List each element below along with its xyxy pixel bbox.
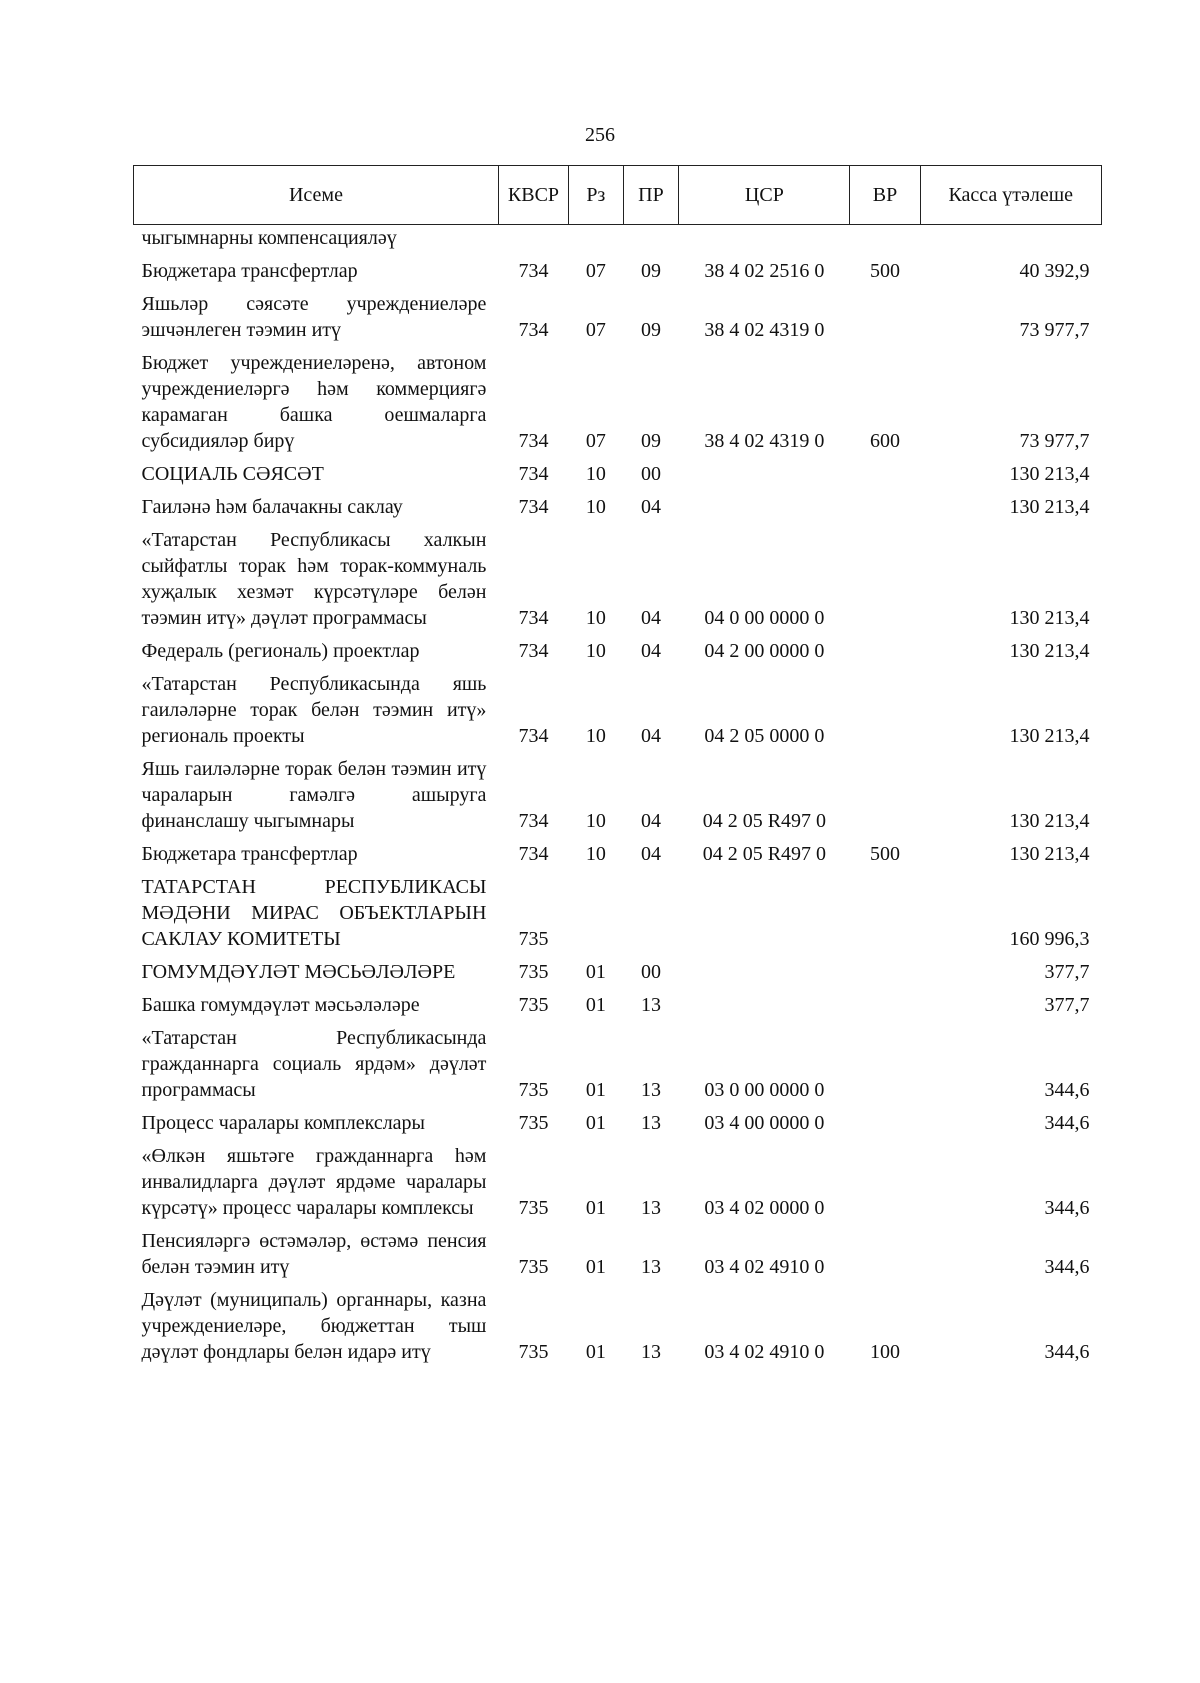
row-amount-cell: 130 213,4: [1009, 843, 1090, 865]
header-rz: Рз: [569, 166, 624, 225]
header-name: Исеме: [134, 166, 499, 225]
row-rz-cell: [569, 870, 624, 955]
table-row: [134, 1021, 1102, 1106]
row-csr-cell: 04 0 00 0000 0: [704, 607, 825, 629]
row-rz-cell: 10: [585, 496, 606, 518]
table-row: [134, 955, 1102, 988]
row-rz-cell: 10: [585, 463, 606, 485]
row-rz-cell: 10: [585, 640, 606, 662]
row-kvsr-cell: 735: [518, 1112, 549, 1134]
row-rz-cell: 01: [585, 961, 606, 983]
row-csr-cell: 04 2 00 0000 0: [704, 640, 825, 662]
row-vr-cell: [850, 457, 920, 490]
row-pr-cell: 09: [640, 430, 661, 452]
table-row: [134, 1224, 1102, 1283]
row-name-cell: Гаиләнә һәм балачакны саклау: [141, 496, 403, 518]
row-vr-cell: [850, 523, 920, 634]
table-row: [134, 1106, 1102, 1139]
row-vr-cell: 600: [869, 430, 900, 452]
row-name-cell: Бюджетара трансфертлар: [141, 260, 358, 282]
table-row: [134, 490, 1102, 523]
table-row: [134, 870, 1102, 955]
row-rz-cell: 01: [585, 1079, 606, 1101]
row-name-cell: ТАТАРСТАН РЕСПУБЛИКАСЫ МӘДӘНИ МИРАС ОБЪЕКТЛАРЫН САКЛАУ КОМИТЕТЫ: [141, 876, 487, 950]
row-csr-cell: 38 4 02 2516 0: [704, 260, 825, 282]
row-csr-cell: [679, 988, 850, 1021]
row-csr-cell: [679, 457, 850, 490]
row-name-cell: Пенсияләргә өстәмәләр, өстәмә пенсия белән тәэмин итү: [141, 1230, 487, 1278]
header-kvsr: КВСР: [498, 166, 568, 225]
row-vr-cell: [850, 988, 920, 1021]
row-amount-cell: 344,6: [1044, 1112, 1090, 1134]
table-row: [134, 988, 1102, 1021]
row-rz-cell: 01: [585, 1341, 606, 1363]
row-name-cell: «Татарстан Республикасында яшь гаиләләрне торак белән тәэмин итү» региональ проекты: [141, 673, 487, 747]
row-rz-cell: 10: [585, 725, 606, 747]
row-name-cell: Башка гомумдәүләт мәсьәләләре: [141, 994, 420, 1016]
row-vr-cell: [850, 1106, 920, 1139]
row-vr-cell: [850, 1139, 920, 1224]
row-amount-cell: 130 213,4: [1009, 640, 1090, 662]
row-vr-cell: [850, 1224, 920, 1283]
row-pr-cell: 04: [640, 496, 661, 518]
row-rz-cell: 07: [585, 430, 606, 452]
row-csr-cell: 04 2 05 R497 0: [702, 810, 827, 832]
table-row: [134, 254, 1102, 287]
row-name-cell: чыгымнарны компенсацияләү: [141, 227, 397, 249]
table-header: [134, 166, 1102, 225]
row-kvsr-cell: 734: [518, 810, 549, 832]
row-amount-cell: 344,6: [1044, 1256, 1090, 1278]
row-pr-cell: 09: [640, 260, 661, 282]
table-row: [134, 287, 1102, 346]
row-csr-cell: 38 4 02 4319 0: [704, 319, 825, 341]
table-row: [134, 457, 1102, 490]
row-name-cell: ГОМУМДӘҮЛӘТ МӘСЬӘЛӘЛӘРЕ: [141, 961, 456, 983]
table-row: [134, 667, 1102, 752]
table-row: [134, 523, 1102, 634]
row-kvsr-cell: 735: [518, 1079, 549, 1101]
row-csr-cell: 04 2 05 R497 0: [702, 843, 827, 865]
row-kvsr-cell: 735: [518, 961, 549, 983]
row-vr-cell: [850, 1021, 920, 1106]
row-pr-cell: 04: [640, 810, 661, 832]
row-csr-cell: 04 2 05 0000 0: [704, 725, 825, 747]
row-vr-cell: 500: [869, 260, 900, 282]
row-pr-cell: 13: [640, 1197, 661, 1219]
header-pr: ПР: [623, 166, 679, 225]
row-rz-cell: 01: [585, 994, 606, 1016]
row-name-cell: «Өлкән яшьтәге гражданнарга һәм инвалидларга дәүләт ярдәме чаралары күрсәтү» процесс чаралары комплексы: [141, 1145, 487, 1219]
row-csr-cell: 38 4 02 4319 0: [704, 430, 825, 452]
row-amount-cell: 130 213,4: [1009, 607, 1090, 629]
row-amount-cell: 377,7: [1044, 994, 1090, 1016]
table-row: [134, 634, 1102, 667]
row-kvsr-cell: 735: [518, 1256, 549, 1278]
row-amount-cell: 40 392,9: [1019, 260, 1090, 282]
row-pr-cell: 09: [640, 319, 661, 341]
row-vr-cell: 100: [869, 1341, 900, 1363]
page-number: 256: [585, 124, 615, 146]
row-rz-cell: 10: [585, 607, 606, 629]
row-vr-cell: [850, 634, 920, 667]
row-amount-cell: 344,6: [1044, 1341, 1090, 1363]
row-rz-cell: 10: [585, 810, 606, 832]
row-rz-cell: 07: [585, 260, 606, 282]
row-vr-cell: [850, 752, 920, 837]
row-pr-cell: 13: [640, 994, 661, 1016]
table-row: [134, 1139, 1102, 1224]
row-vr-cell: [850, 490, 920, 523]
row-amount-cell: 344,6: [1044, 1079, 1090, 1101]
row-pr-cell: 04: [640, 843, 661, 865]
row-kvsr-cell: 734: [518, 496, 549, 518]
row-name-cell: Бюджетара трансфертлар: [141, 843, 358, 865]
row-kvsr-cell: 735: [518, 928, 549, 950]
row-vr-cell: [850, 667, 920, 752]
row-kvsr-cell: 734: [518, 843, 549, 865]
row-pr-cell: 00: [640, 463, 661, 485]
row-rz-cell: 01: [585, 1112, 606, 1134]
row-kvsr-cell: 735: [518, 1341, 549, 1363]
row-rz-cell: 01: [585, 1197, 606, 1219]
table-row: [134, 1283, 1102, 1368]
row-name-cell: Процесс чаралары комплекслары: [141, 1112, 425, 1134]
row-name-cell: «Татарстан Республикасында гражданнарга социаль ярдәм» дәүләт программасы: [141, 1027, 487, 1101]
row-pr-cell: [623, 870, 679, 955]
row-csr-cell: [679, 955, 850, 988]
row-rz-cell: 07: [585, 319, 606, 341]
row-name-cell: Федераль (региональ) проектлар: [141, 640, 420, 662]
row-name-cell: Яшь гаиләләрне торак белән тәэмин итү чараларын гамәлгә ашыруга финанслашу чыгымнары: [141, 758, 487, 832]
row-vr-cell: [850, 955, 920, 988]
row-pr-cell: 13: [640, 1079, 661, 1101]
row-rz-cell: 10: [585, 843, 606, 865]
budget-table: [133, 165, 1102, 1368]
row-csr-cell: [679, 225, 850, 255]
row-amount-cell: 130 213,4: [1009, 496, 1090, 518]
row-csr-cell: 03 4 02 4910 0: [704, 1341, 825, 1363]
row-amount-cell: 160 996,3: [1009, 928, 1090, 950]
row-rz-cell: [569, 225, 624, 255]
row-kvsr-cell: 735: [518, 1197, 549, 1219]
header-vr: ВР: [850, 166, 920, 225]
row-vr-cell: [850, 287, 920, 346]
row-csr-cell: 03 4 02 0000 0: [704, 1197, 825, 1219]
row-csr-cell: 03 4 02 4910 0: [704, 1256, 825, 1278]
row-amount-cell: 130 213,4: [1009, 725, 1090, 747]
row-kvsr-cell: 734: [518, 260, 549, 282]
row-vr-cell: [850, 870, 920, 955]
row-rz-cell: 01: [585, 1256, 606, 1278]
row-amount-cell: 377,7: [1044, 961, 1090, 983]
row-pr-cell: 04: [640, 640, 661, 662]
row-kvsr-cell: 734: [518, 463, 549, 485]
table-row: [134, 837, 1102, 870]
row-amount-cell: 73 977,7: [1019, 319, 1090, 341]
row-csr-cell: 03 0 00 0000 0: [704, 1079, 825, 1101]
row-kvsr-cell: 734: [518, 725, 549, 747]
table-row: [134, 346, 1102, 457]
row-kvsr-cell: 735: [518, 994, 549, 1016]
row-vr-cell: 500: [869, 843, 900, 865]
row-name-cell: «Татарстан Республикасы халкын сыйфатлы торак һәм торак-коммуналь хуҗалык хезмәт күрсәтүләре белән тәэмин итү» дәүләт программасы: [141, 529, 487, 629]
row-kvsr-cell: 734: [518, 430, 549, 452]
row-amount-cell: 130 213,4: [1009, 463, 1090, 485]
row-pr-cell: 13: [640, 1341, 661, 1363]
header-csr: ЦСР: [679, 166, 850, 225]
row-pr-cell: 13: [640, 1256, 661, 1278]
table-row: [134, 752, 1102, 837]
table-body: [134, 225, 1102, 1369]
row-amount-cell: 130 213,4: [1009, 810, 1090, 832]
row-amount-cell: 344,6: [1044, 1197, 1090, 1219]
header-amount: Касса үтәлеше: [920, 166, 1101, 225]
row-kvsr-cell: 734: [518, 319, 549, 341]
row-vr-cell: [850, 225, 920, 255]
row-csr-cell: [679, 490, 850, 523]
row-name-cell: Дәүләт (муниципаль) органнары, казна учреждениеләре, бюджеттан тыш дәүләт фондлары белән идарә итү: [141, 1289, 487, 1363]
row-name-cell: СОЦИАЛЬ СӘЯСӘТ: [141, 463, 324, 485]
row-kvsr-cell: [498, 225, 568, 255]
row-amount-cell: [920, 225, 1101, 255]
row-name-cell: Бюджет учреждениеләренә, автоном учреждениеләргә һәм коммерциягә карамаган башка оешмаларга субсидияләр бирү: [141, 352, 487, 452]
row-name-cell: Яшьләр сәясәте учреждениеләре эшчәнлеген тәэмин итү: [141, 293, 487, 341]
row-amount-cell: 73 977,7: [1019, 430, 1090, 452]
row-kvsr-cell: 734: [518, 607, 549, 629]
table-row: [134, 225, 1102, 255]
row-pr-cell: 00: [640, 961, 661, 983]
row-pr-cell: [623, 225, 679, 255]
row-csr-cell: 03 4 00 0000 0: [704, 1112, 825, 1134]
row-pr-cell: 04: [640, 725, 661, 747]
row-kvsr-cell: 734: [518, 640, 549, 662]
row-pr-cell: 04: [640, 607, 661, 629]
row-pr-cell: 13: [640, 1112, 661, 1134]
row-csr-cell: [679, 870, 850, 955]
